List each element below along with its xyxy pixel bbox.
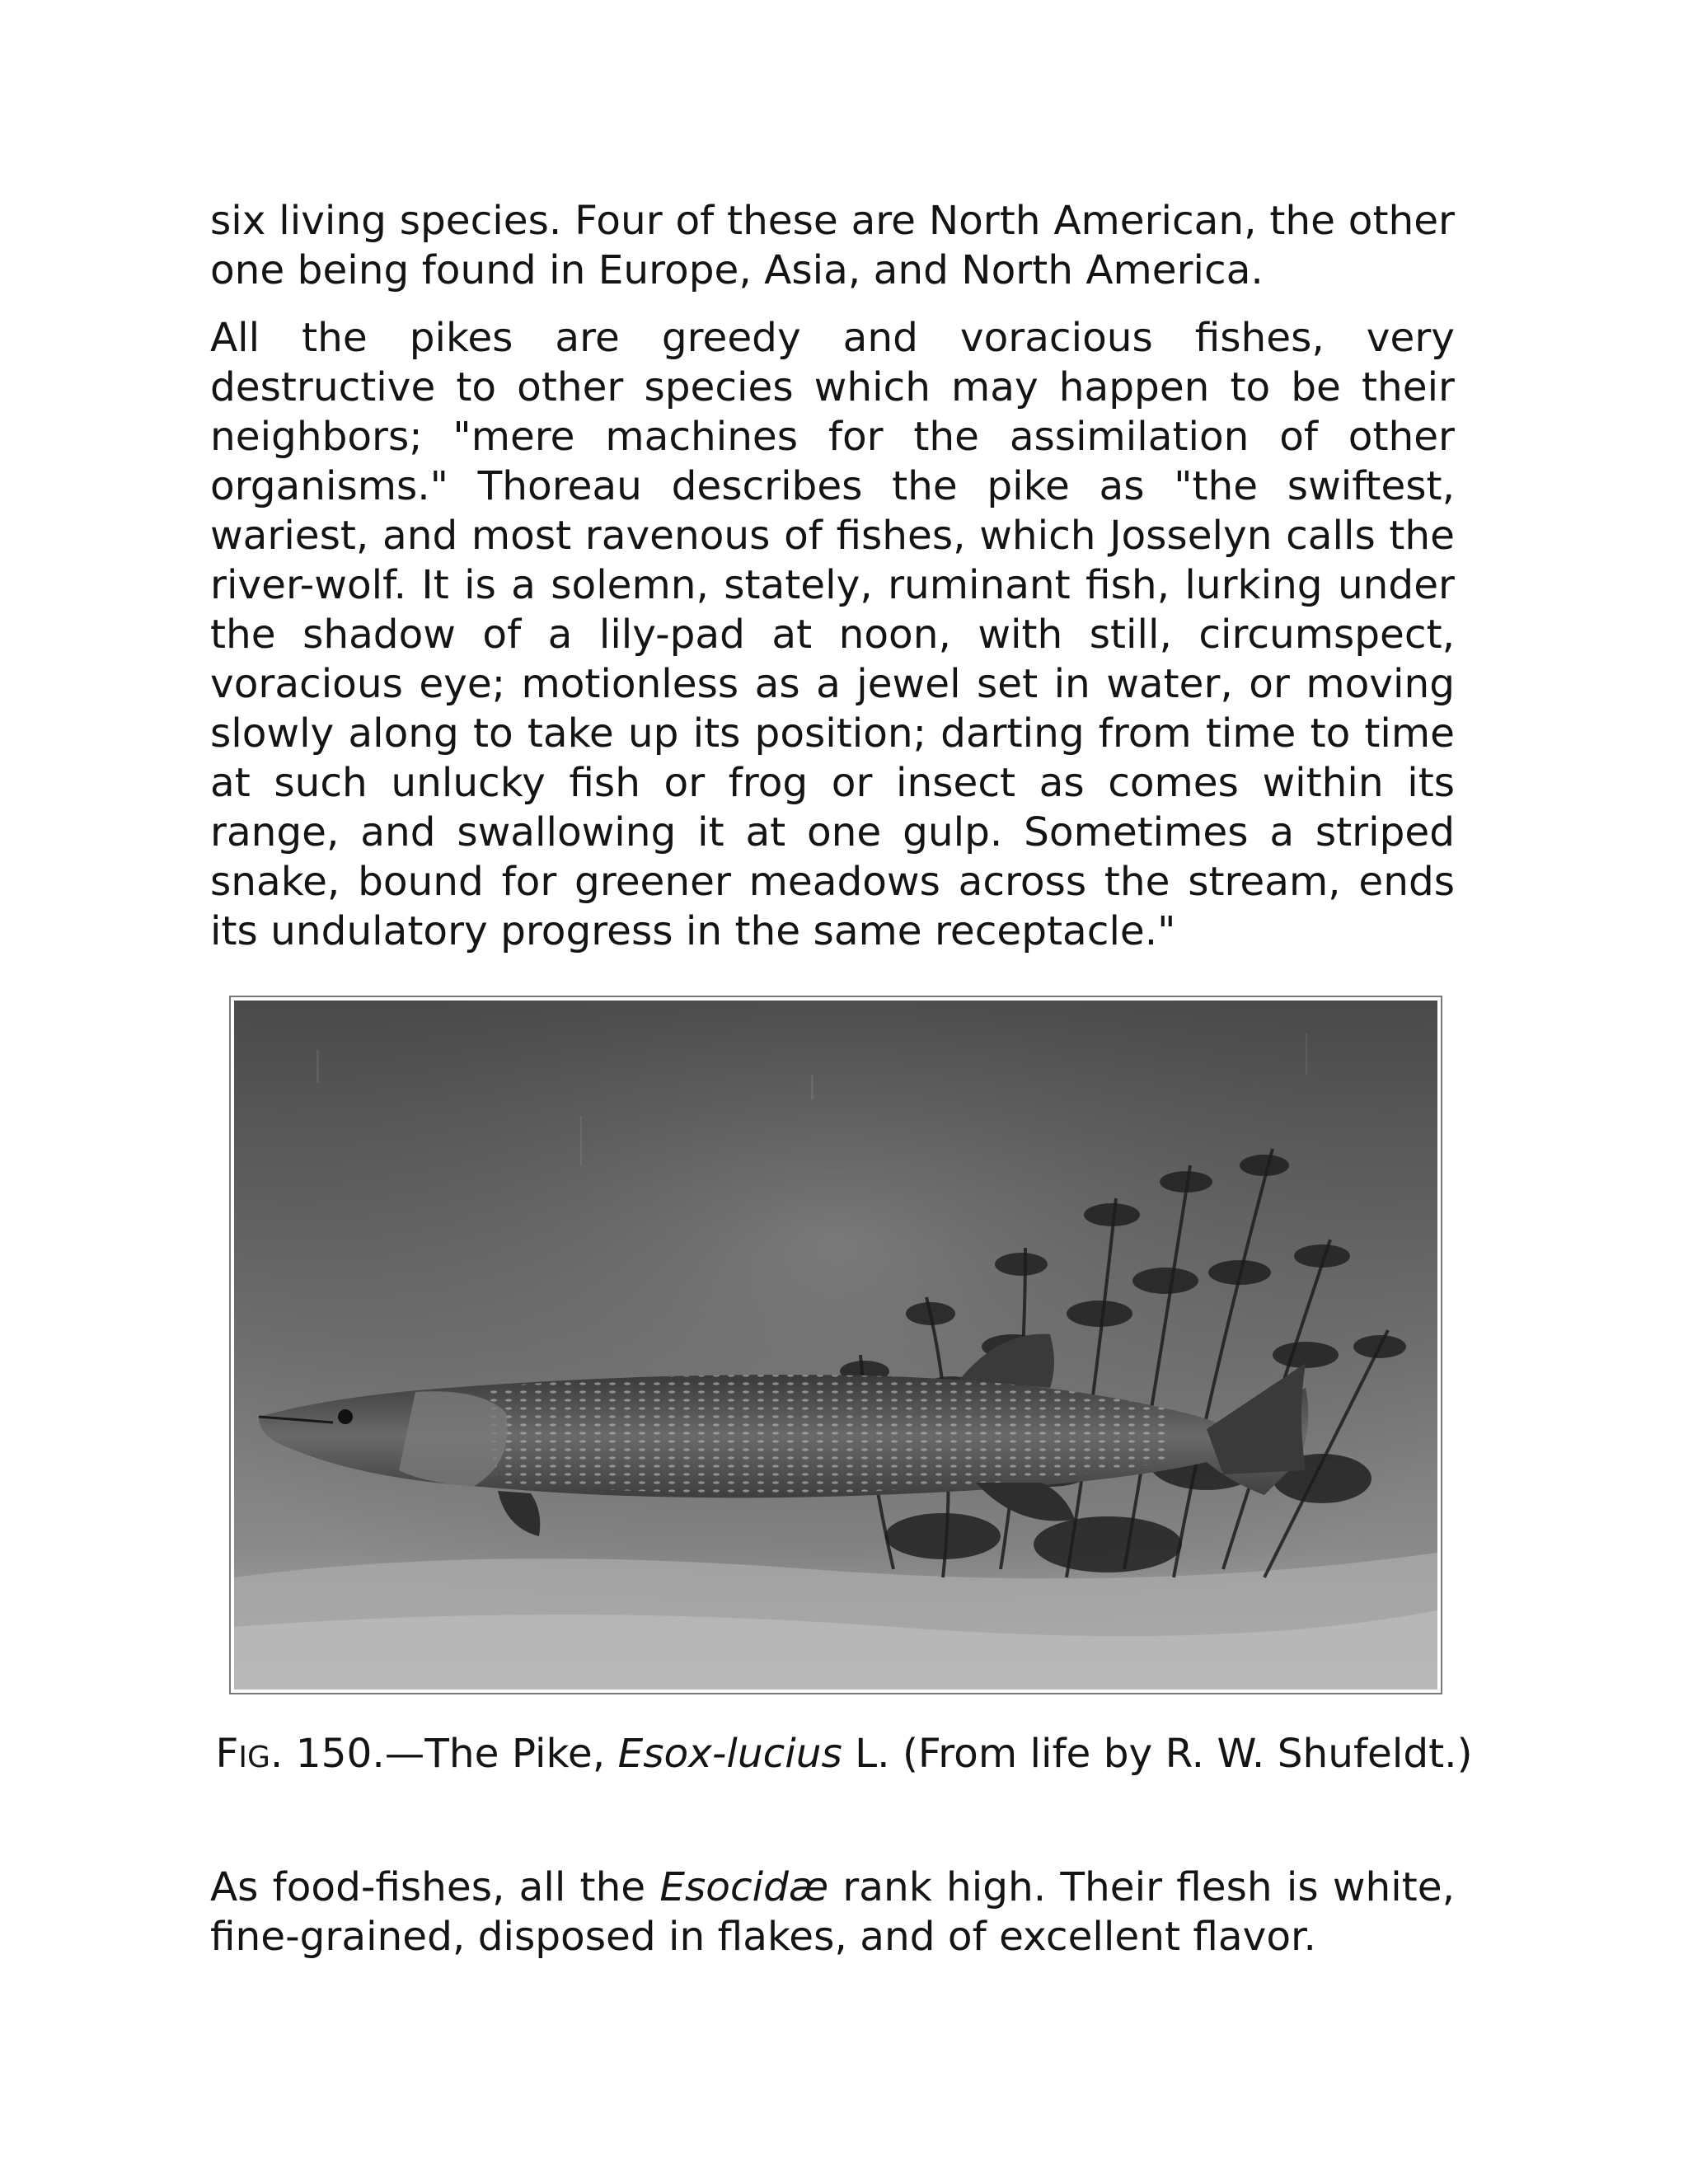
caption-fig-first: F [215,1731,239,1777]
pike-photo-illustration [234,1001,1437,1690]
paragraph-pike-description: All the pikes are greedy and voracious fishes, very destructive to other species which may happen to be their neighbors; "mere machines for the assimilation of other organisms." Thoreau describes the pike as "the swiftest, wariest, and most ravenous of fishes, which Josselyn calls the river-wolf. It is a solemn, stately, ruminant fish, lurking under the shadow of a lily-pad at noon, with still, circumspect, voracious eye; motionless as a jewel set in water, or moving slowly along to take up its position; darting from time to time at such unlucky fish or frog or insect as comes within its range, and swallowing it at one gulp. Sometimes a striped snake, bound for greener meadows across the stream, ends its undulatory progress in the same receptacle." [210,315,1455,954]
caption-fig-rest: IG [238,1741,270,1774]
figure-caption [0,1729,1688,1783]
caption-species: Esox-lucius [617,1731,842,1777]
pike-photograph [229,996,1442,1694]
paragraph-food-fish [210,1863,1455,1961]
paragraph-species: six living species. Four of these are North American, the other one being found in Europe, Asia, and North America. [210,198,1455,293]
closing-rest: rank high. Their flesh is white, fine-grained, disposed in flakes, and of excellent flavor. [210,1864,1455,1960]
caption-number: . 150.—The Pike, [270,1731,618,1777]
closing-lead: As food-fishes, all the [210,1864,660,1910]
closing-family: Esocidæ [659,1864,829,1910]
caption-tail: L. (From life by R. W. Shufeldt.) [842,1731,1473,1777]
body-text [210,196,1455,956]
